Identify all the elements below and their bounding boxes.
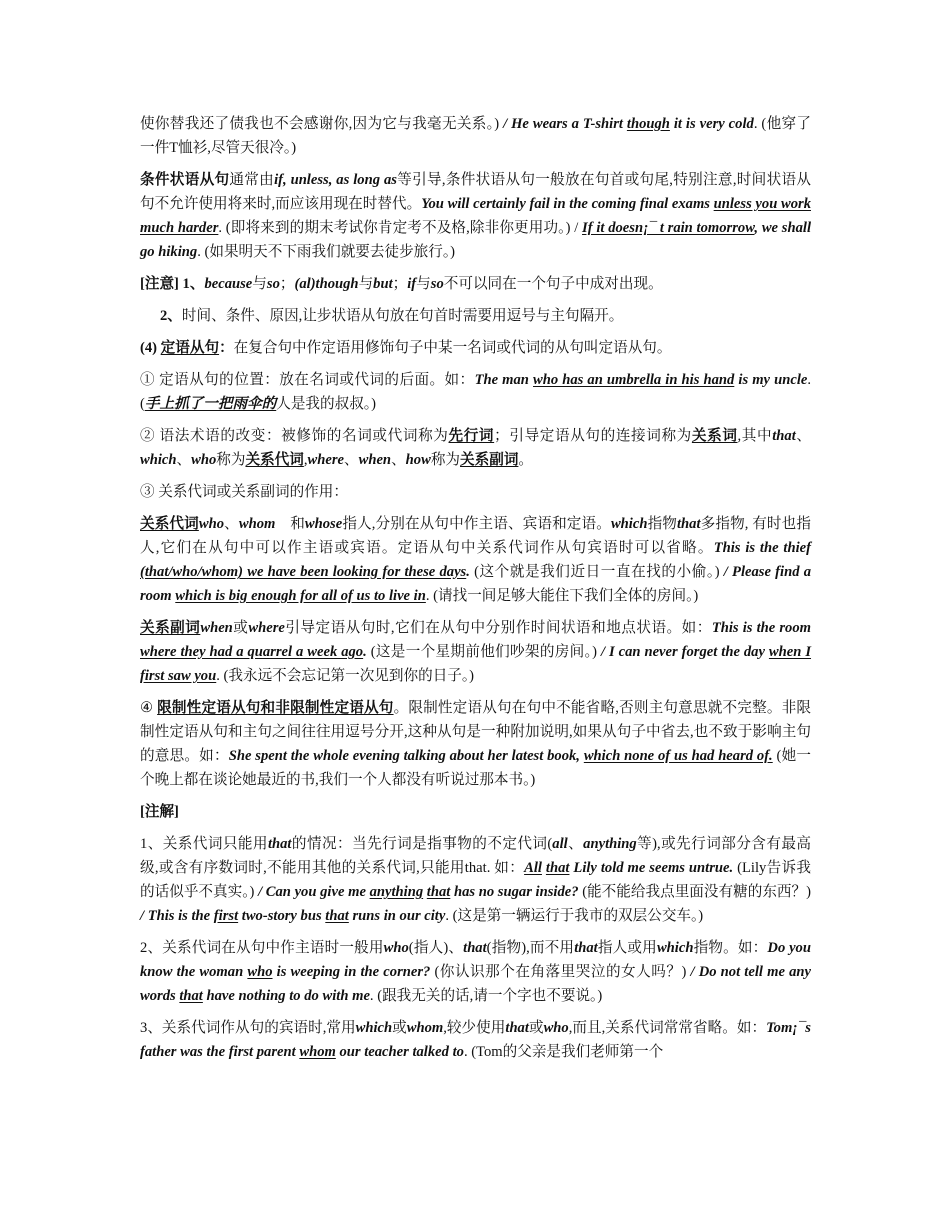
- text-run: 在复合句中作定语用修饰句子中某一名词或代词的从句叫定语从句。: [233, 340, 672, 356]
- text-run: that: [677, 516, 701, 532]
- text-run: She spent the whole evening talking about her latest book,: [228, 748, 584, 764]
- text-run: first: [213, 908, 239, 924]
- text-run: which: [610, 516, 648, 532]
- text-run: 关系副词: [460, 452, 519, 468]
- text-run: 、: [176, 452, 192, 468]
- text-run: (指人)、: [408, 940, 464, 956]
- text-run: Lily told me seems untrue.: [569, 860, 734, 876]
- text-run: 和: [275, 516, 305, 532]
- text-run: 与: [416, 276, 431, 292]
- text-run: all: [552, 836, 568, 852]
- text-run: anything: [369, 884, 424, 900]
- text-run: ,其中: [737, 428, 773, 444]
- text-run: that: [426, 884, 451, 900]
- text-run: / Do not tell me any words: [140, 964, 811, 1004]
- text-run: whom: [299, 1044, 336, 1060]
- text-run: ① 定语从句的位置：放在名词或代词的后面。如：: [140, 372, 475, 388]
- text-run: 关系代词: [245, 452, 304, 468]
- text-run: 时间、条件、原因,让步状语从句放在句首时需要用逗号与主句隔开。: [181, 308, 624, 324]
- text-run: . (即将来到的期末考试你肯定考不及格,除非你更用功。) /: [218, 220, 583, 236]
- text-run: 指物: [647, 516, 677, 532]
- text-run: which none of us had heard of.: [583, 748, 773, 764]
- text-run: Tom¡¯s father was the first parent: [140, 1020, 811, 1060]
- attributive-clause-heading: [140, 336, 811, 360]
- text-run: who has an umbrella in his hand: [533, 372, 735, 388]
- text-run: ,: [303, 452, 308, 468]
- text-run: 引导定语从句时,它们在从句中分别作时间状语和地点状语。如：: [284, 620, 712, 636]
- text-run: 先行词: [448, 428, 495, 444]
- text-run: (that/who/whom) we have been looking for these days: [140, 564, 467, 580]
- text-run: 关系词: [691, 428, 738, 444]
- relative-pronoun-paragraph: [140, 512, 811, 608]
- text-run: 不可以同在一个句子中成对出现。: [443, 276, 663, 292]
- text-run: if: [407, 276, 417, 292]
- text-run: 手上抓了一把雨伞的: [144, 396, 277, 412]
- function-heading: [140, 480, 811, 504]
- text-run: (指物),而不用: [486, 940, 575, 956]
- note-paragraph-2: [140, 304, 811, 328]
- text-run: which is big enough for all of us to live in: [175, 588, 426, 604]
- text-run: 等引导,条件状语从句一般放在句首或句尾,特别注意,时间状语从句不允许使用将来时,而应该用现在时替代。: [140, 172, 811, 212]
- text-run: (这是一个星期前他们吵架的房间。): [366, 644, 601, 660]
- text-run: The man: [474, 372, 534, 388]
- text-run: . (跟我无关的话,请一个字也不要说。): [369, 988, 603, 1004]
- text-run: 与: [358, 276, 374, 292]
- text-run: that: [505, 1020, 529, 1036]
- text-run: . (他穿了一件T恤衫,尽管天很冷。): [140, 116, 811, 156]
- text-run: has no sugar inside?: [450, 884, 579, 900]
- text-run: is weeping in the corner?: [272, 964, 431, 980]
- text-run: which: [355, 1020, 393, 1036]
- note-paragraph-1: [140, 272, 811, 296]
- text-run: (能不能给我点里面没有糖的东西？): [578, 884, 811, 900]
- text-run: All: [524, 860, 542, 876]
- text-run: 或: [232, 620, 249, 636]
- text-run: two-story bus: [238, 908, 326, 924]
- text-run: that: [545, 860, 570, 876]
- text-run: which: [140, 452, 177, 468]
- annotation-heading: [140, 800, 811, 824]
- text-run: . (请找一间足够大能住下我们全体的房间。): [425, 588, 699, 604]
- text-run: 限制性定语从句和非限制性定语从句: [157, 700, 394, 716]
- text-run: who: [383, 940, 409, 956]
- text-run: ④: [140, 700, 158, 716]
- text-run: that: [267, 836, 292, 852]
- document-page: [140, 112, 811, 1072]
- text-run: where: [248, 620, 285, 636]
- text-run: 指人或用: [597, 940, 657, 956]
- text-run: .: [466, 564, 470, 580]
- text-run: 1、关系代词只能用: [140, 836, 268, 852]
- text-run: though: [626, 116, 670, 132]
- text-run: 多指物, 有时也指人,它们在从句中可以作主语或宾语。定语从句中关系代词作从句宾语时可以省略。: [140, 516, 811, 556]
- text-run: who: [247, 964, 273, 980]
- text-run: how: [405, 452, 431, 468]
- text-run: 与: [252, 276, 267, 292]
- text-run: You will certainly fail in the coming final exams: [421, 196, 714, 212]
- text-run: 3、关系代词作从句的宾语时,常用: [140, 1020, 356, 1036]
- text-run: 、: [224, 516, 239, 532]
- annotation-3-paragraph: [140, 1016, 811, 1064]
- text-run: that: [325, 908, 349, 924]
- text-run: when I first saw you: [140, 644, 812, 684]
- conditional-clause-paragraph: [140, 168, 811, 264]
- text-run: ,较少使用: [443, 1020, 506, 1036]
- text-run: ；引导定语从句的连接词称为: [494, 428, 692, 444]
- text-run: ③ 关系代词或关系副词的作用：: [140, 484, 348, 500]
- text-run: ；: [279, 276, 295, 292]
- text-run: have nothing to do with me: [202, 988, 370, 1004]
- text-run: that: [574, 940, 598, 956]
- text-run: if, unless, as long as: [274, 172, 397, 188]
- text-run: / He wears a T-shirt: [499, 116, 627, 132]
- text-run: 、: [344, 452, 359, 468]
- text-run: This is the room: [711, 620, 811, 636]
- text-run: because: [204, 276, 253, 292]
- text-run: / Please find a room: [140, 564, 812, 604]
- text-run: .: [363, 644, 367, 660]
- text-run: . (如果明天不下雨我们就要去徒步旅行。): [197, 244, 455, 260]
- text-run: , we shall go hiking: [140, 220, 811, 260]
- terminology-paragraph: [140, 424, 811, 472]
- text-run: it is very cold: [669, 116, 754, 132]
- text-run: anything: [583, 836, 637, 852]
- text-run: (她一个晚上都在谈论她最近的书,我们一个人都没有听说过那本书。): [140, 748, 811, 788]
- text-run: . (我永远不会忘记第一次见到你的日子。): [216, 668, 475, 684]
- text-run: ,而且,关系代词常常省略。如：: [568, 1020, 767, 1036]
- text-run: that: [179, 988, 203, 1004]
- text-run: whose: [304, 516, 343, 532]
- text-run: (你认识那个在角落里哭泣的女人吗？): [430, 964, 691, 980]
- text-run: [注意] 1、: [140, 276, 205, 292]
- text-run: 定语从句: [160, 340, 220, 356]
- text-run: 关系代词: [140, 516, 199, 532]
- text-run: so: [430, 276, 444, 292]
- text-run: (4): [140, 340, 161, 356]
- annotation-2-paragraph: [140, 936, 811, 1008]
- text-run: 或: [392, 1020, 407, 1036]
- text-run: 2、关系代词在从句中作主语时一般用: [140, 940, 384, 956]
- text-run: ② 语法术语的改变：被修饰的名词或代词称为: [140, 428, 449, 444]
- text-run: 使你替我还了债我也不会感谢你,因为它与我毫无关系。): [140, 116, 500, 132]
- text-run: 、: [795, 428, 811, 444]
- text-run: / I can never forget the day: [600, 644, 769, 660]
- text-run: so: [266, 276, 280, 292]
- text-run: when: [200, 620, 233, 636]
- text-run: . (这是第一辆运行于我市的双层公交车。): [445, 908, 704, 924]
- text-run: that: [772, 428, 796, 444]
- position-paragraph: [140, 368, 811, 416]
- text-run: / Can you give me: [258, 884, 370, 900]
- text-run: 等),或先行词部分含有最高级,或含有序数词时,不能用其他的关系代词,只能用that. 如：: [140, 836, 811, 876]
- text-run: . (: [140, 372, 812, 412]
- text-run: 。限制性定语从句在句中不能省略,否则主句意思就不完整。非限制性定语从句和主句之间往往用逗号分开,这种从句是一种附加说明,如果从句子中省去,也不致于影响主句的意思。如：: [140, 700, 811, 764]
- text-run: who: [198, 516, 225, 532]
- text-run: 称为: [216, 452, 246, 468]
- text-run: 、: [567, 836, 584, 852]
- text-run: unless you work much harder: [140, 196, 811, 236]
- text-run: where: [307, 452, 344, 468]
- text-run: 2、: [160, 308, 182, 324]
- text-run: (这个就是我们近日一直在找的小偷。): [469, 564, 724, 580]
- text-run: which: [656, 940, 694, 956]
- text-run: 关系副词: [140, 620, 201, 636]
- text-run: 人是我的叔叔。): [276, 396, 376, 412]
- text-run: whom: [238, 516, 276, 532]
- text-run: This is the thief: [713, 540, 811, 556]
- text-run: runs in our city: [348, 908, 446, 924]
- text-run: 条件状语从句: [140, 172, 230, 188]
- text-run: ：: [219, 340, 234, 356]
- text-run: / This is the: [140, 908, 214, 924]
- text-run: 的情况：当先行词是指事物的不定代词(: [291, 836, 553, 852]
- text-run: when: [358, 452, 392, 468]
- text-run: whom: [406, 1020, 444, 1036]
- restrictive-clause-paragraph: [140, 696, 811, 792]
- text-run: where they had a quarrel a week ago: [140, 644, 364, 660]
- text-run: ；: [392, 276, 408, 292]
- text-run: [注解]: [140, 804, 179, 820]
- text-run: (Lily告诉我的话似乎不真实。): [140, 860, 811, 900]
- text-run: 。: [518, 452, 534, 468]
- text-run: (al)though: [294, 276, 359, 292]
- text-run: but: [373, 276, 393, 292]
- text-run: 、: [391, 452, 406, 468]
- text-run: 或: [528, 1020, 544, 1036]
- text-run: 指人,分别在从句中作主语、宾语和定语。: [342, 516, 611, 532]
- text-run: that: [463, 940, 487, 956]
- text-run: 称为: [430, 452, 461, 468]
- text-run: If it doesn¡¯ t rain tomorrow: [582, 220, 755, 236]
- relative-adverb-paragraph: [140, 616, 811, 688]
- text-run: 指物。如：: [693, 940, 768, 956]
- concessive-example-paragraph: [140, 112, 811, 160]
- text-run: our teacher talked to: [335, 1044, 464, 1060]
- text-run: . (Tom的父亲是我们老师第一个: [463, 1044, 664, 1060]
- text-run: Do you know the woman: [140, 940, 811, 980]
- text-run: 通常由: [229, 172, 275, 188]
- text-run: who: [191, 452, 217, 468]
- annotation-1-paragraph: [140, 832, 811, 928]
- text-run: who: [543, 1020, 569, 1036]
- text-run: is my uncle: [734, 372, 808, 388]
